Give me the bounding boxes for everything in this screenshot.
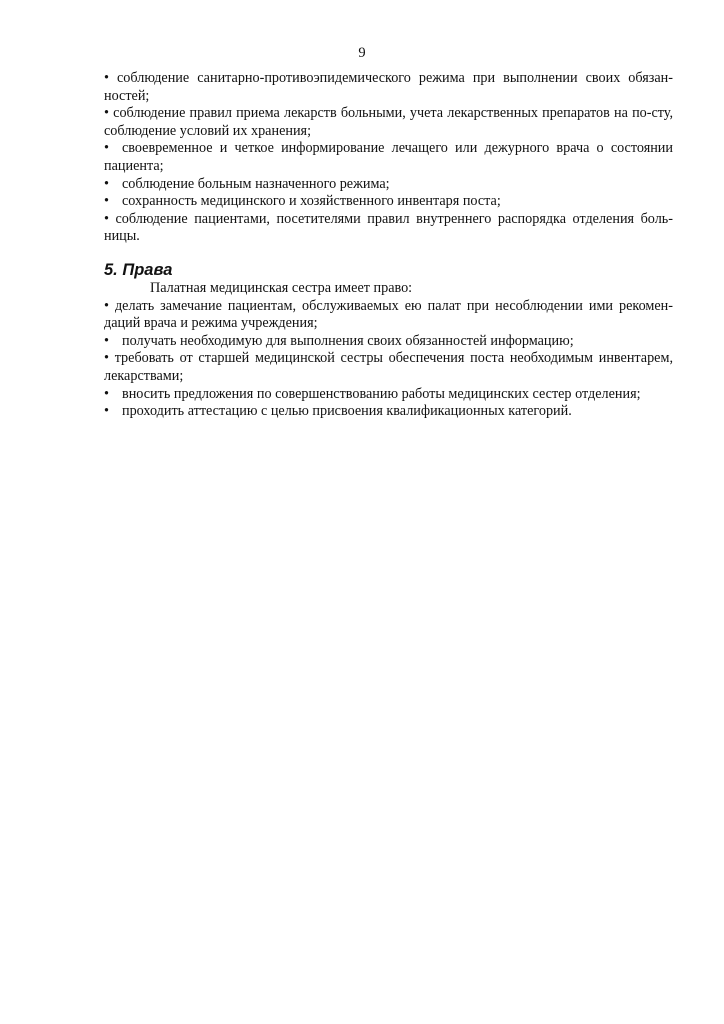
bullet-marker: • (104, 297, 109, 314)
bullet-marker: • (104, 193, 109, 210)
section-intro: Палатная медицинская сестра имеет право: (150, 279, 413, 296)
bullet-marker: • (104, 175, 109, 192)
list-item (104, 298, 673, 333)
list-item-text: делать замечание пациентам, обслуживаемых ею палат при несоблюдении ими рекомен-даций врача и режима учреждения; (104, 297, 673, 332)
page-number: 9 (358, 45, 366, 61)
bullet-marker: • (104, 385, 109, 402)
list-item-text: соблюдение больным назначенного режима; (122, 175, 390, 192)
list-item (104, 105, 673, 140)
list-item-text: своевременное и четкое информирование лечащего или дежурного врача о состоянии пациента; (104, 140, 673, 174)
duties-list (104, 70, 673, 246)
list-item (104, 350, 673, 385)
list-item (104, 386, 673, 404)
list-item-text: сохранность медицинского и хозяйственного инвентаря поста; (122, 193, 501, 210)
bullet-marker: • (104, 105, 109, 122)
list-item-text: соблюдение пациентами, посетителями правил внутреннего распорядка отделения боль-ницы. (104, 210, 673, 245)
section-heading: 5. Права (104, 260, 173, 279)
bullet-marker: • (104, 210, 109, 227)
list-item-text: соблюдение правил приема лекарств больными, учета лекарственных препаратов на по-сту, соблюдение условий их хранения; (104, 105, 674, 139)
bullet-marker: • (104, 70, 109, 86)
bullet-marker: • (104, 403, 109, 420)
rights-list (104, 298, 673, 421)
list-item-text: проходить аттестацию с целью присвоения квалификационных категорий. (122, 403, 572, 420)
list-item (104, 176, 673, 194)
page-content (104, 70, 673, 421)
list-item (104, 70, 673, 105)
list-item (104, 211, 673, 246)
bullet-marker: • (104, 140, 109, 157)
bullet-marker: • (104, 350, 109, 367)
list-item-text: вносить предложения по совершенствованию работы медицинских сестер отделения; (122, 385, 641, 402)
list-item-text: требовать от старшей медицинской сестры обеспечения поста необходимым инвентарем, лекарствами; (104, 350, 674, 384)
list-item-text: получать необходимую для выполнения своих обязанностей информацию; (122, 332, 574, 349)
list-item (104, 403, 673, 421)
list-item (104, 140, 673, 175)
list-item-text: соблюдение санитарно-противоэпидемического режима при выполнении своих обязан-ностей; (104, 70, 674, 104)
list-item (104, 193, 673, 211)
list-item (104, 333, 673, 351)
bullet-marker: • (104, 332, 109, 349)
